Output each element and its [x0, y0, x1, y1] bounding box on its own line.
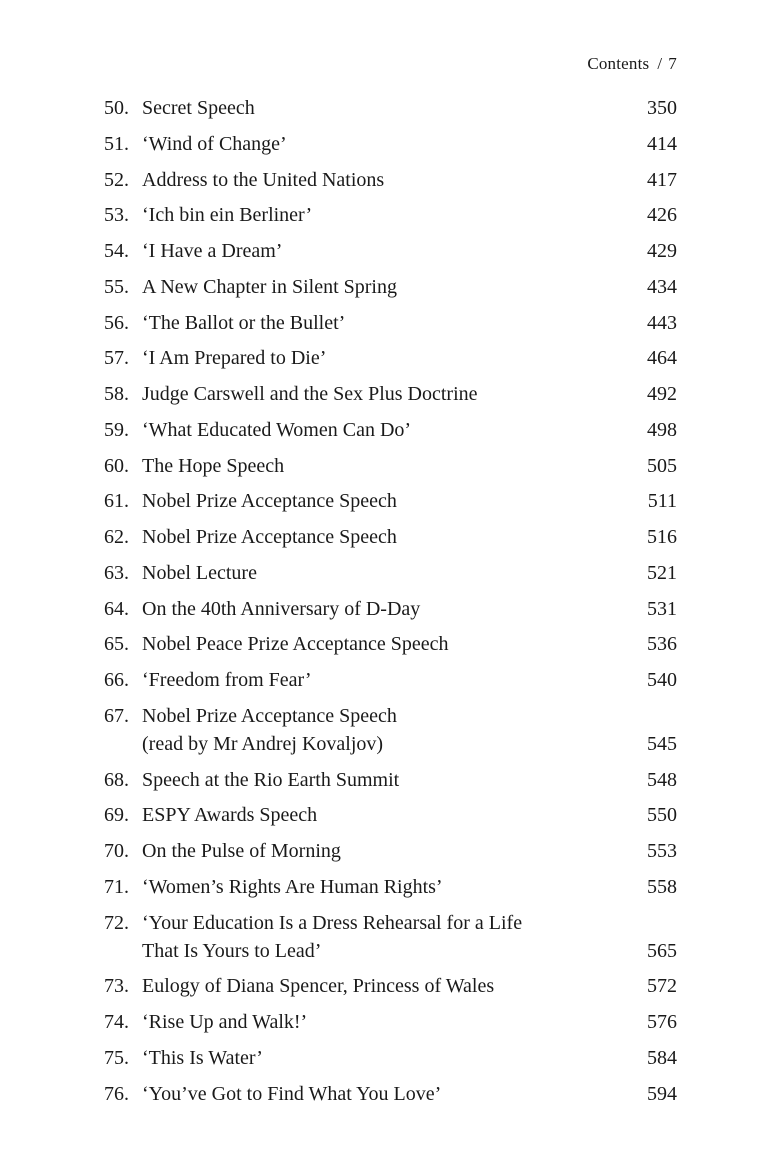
toc-entry-title	[142, 1008, 637, 1036]
toc-entry-page-number: 545	[647, 732, 677, 755]
toc-entry-number: 63.	[104, 561, 129, 584]
toc-entry-number: 56.	[104, 311, 129, 334]
toc-entry	[104, 90, 677, 126]
toc-entry	[104, 519, 677, 555]
toc-entry-title	[142, 309, 637, 337]
toc-entry-page-number: 429	[647, 240, 677, 262]
toc-entry-page-number: 584	[647, 1046, 677, 1069]
toc-entry	[104, 869, 677, 905]
toc-entry	[104, 126, 677, 162]
toc-entry	[104, 162, 677, 198]
toc-entry-title-line: A New Chapter in Silent Spring	[142, 275, 397, 298]
toc-entry-title-line: Nobel Prize Acceptance Speech	[142, 704, 397, 727]
toc-entry-title	[142, 766, 637, 794]
toc-entry-title-line: On the 40th Anniversary of D-Day	[142, 597, 421, 620]
toc-entry-title-line: ‘Rise Up and Walk!’	[142, 1011, 308, 1033]
toc-entry	[104, 1040, 677, 1076]
toc-entry-page-number: 550	[647, 804, 677, 827]
toc-entry-title-line: ‘I Am Prepared to Die’	[142, 347, 327, 370]
toc-entry-number: 57.	[104, 347, 129, 370]
toc-entry-number: 75.	[104, 1046, 129, 1069]
toc-entry-title	[142, 1080, 637, 1108]
toc-entry-page-number: 521	[647, 561, 677, 584]
toc-entry-title	[142, 595, 637, 623]
toc-entry-title	[142, 452, 637, 480]
toc-entry	[104, 376, 677, 412]
toc-entry-title-line: Speech at the Rio Earth Summit	[142, 768, 400, 791]
toc-entry-title	[142, 166, 637, 194]
toc-entry-title-line: On the Pulse of Morning	[142, 840, 341, 862]
toc-entry-number: 65.	[104, 633, 129, 656]
toc-entry-number: 70.	[104, 840, 129, 862]
toc-entry-title-line: (read by Mr Andrej Kovaljov)	[142, 732, 384, 755]
toc-entry-number: 68.	[104, 768, 129, 791]
toc-entry-page-number: 417	[647, 168, 677, 191]
toc-entry-title	[142, 523, 637, 551]
toc-entry-page-number: 553	[647, 840, 677, 862]
toc-entry	[104, 905, 677, 969]
toc-entry-number: 71.	[104, 875, 129, 898]
toc-entry-number: 50.	[104, 97, 129, 119]
toc-entry-number: 61.	[104, 490, 129, 513]
toc-entry-title	[142, 487, 637, 515]
toc-entry-number: 62.	[104, 526, 129, 548]
toc-entry	[104, 626, 677, 662]
toc-entry-title	[142, 837, 637, 865]
toc-entry-number: 74.	[104, 1011, 129, 1033]
toc-entry	[104, 448, 677, 484]
toc-entry-number: 67.	[104, 704, 129, 727]
toc-entry-page-number: 536	[647, 633, 677, 656]
toc-entry-page-number: 511	[647, 490, 677, 513]
table-of-contents	[104, 90, 677, 1111]
toc-entry-number: 58.	[104, 383, 129, 405]
running-head-separator: /	[657, 54, 663, 73]
toc-entry-title-line: Address to the United Nations	[142, 168, 385, 191]
toc-entry-page-number: 350	[647, 97, 677, 119]
toc-entry	[104, 483, 677, 519]
toc-entry-page-number: 558	[647, 875, 677, 898]
toc-entry	[104, 412, 677, 448]
toc-entry-title-line: Nobel Prize Acceptance Speech	[142, 526, 397, 548]
toc-entry-title	[142, 630, 637, 658]
toc-entry-number: 55.	[104, 275, 129, 298]
toc-entry-page-number: 572	[647, 975, 677, 998]
toc-entry-page-number: 414	[647, 132, 677, 155]
toc-entry-title-line: That Is Yours to Lead’	[142, 939, 322, 962]
toc-entry-number: 73.	[104, 975, 129, 998]
toc-entry-number: 66.	[104, 669, 129, 691]
toc-entry-number: 76.	[104, 1082, 129, 1105]
toc-entry-title	[142, 972, 637, 1000]
toc-entry-title	[142, 201, 637, 229]
toc-entry-title	[142, 873, 637, 901]
running-head-section: Contents	[587, 54, 650, 73]
toc-entry-title-line: Secret Speech	[142, 97, 255, 119]
toc-entry	[104, 968, 677, 1004]
toc-entry-page-number: 594	[647, 1082, 677, 1105]
toc-entry-page-number: 464	[647, 347, 677, 370]
toc-entry	[104, 797, 677, 833]
toc-entry	[104, 269, 677, 305]
toc-entry-title-line: ESPY Awards Speech	[142, 804, 318, 827]
toc-entry	[104, 555, 677, 591]
toc-entry-title	[142, 130, 637, 158]
toc-entry-title-line: Nobel Peace Prize Acceptance Speech	[142, 633, 449, 656]
toc-entry-title	[142, 380, 637, 408]
toc-entry-page-number: 434	[647, 275, 677, 298]
toc-entry-title-line: ‘Your Education Is a Dress Rehearsal for a Life	[142, 911, 523, 934]
toc-entry-title-line: ‘The Ballot or the Bullet’	[142, 311, 346, 334]
toc-entry-title-line: ‘Women’s Rights Are Human Rights’	[142, 875, 443, 898]
toc-entry	[104, 1004, 677, 1040]
toc-entry-page-number: 498	[647, 418, 677, 441]
toc-entry-number: 54.	[104, 240, 129, 262]
toc-entry-title-line: Nobel Prize Acceptance Speech	[142, 490, 397, 513]
toc-entry-title	[142, 559, 637, 587]
toc-entry-page-number: 443	[647, 311, 677, 334]
toc-entry	[104, 698, 677, 762]
toc-entry-title-line: ‘Freedom from Fear’	[142, 669, 312, 691]
toc-entry-title	[142, 1044, 637, 1072]
toc-entry-title	[142, 237, 637, 265]
toc-entry	[104, 591, 677, 627]
running-head	[587, 54, 677, 74]
toc-entry-page-number: 531	[647, 597, 677, 620]
toc-entry-title-line: ‘What Educated Women Can Do’	[142, 418, 412, 441]
toc-entry-title-line: ‘Wind of Change’	[142, 132, 287, 155]
toc-entry-page-number: 492	[647, 383, 677, 405]
running-head-page-number: 7	[668, 54, 677, 73]
toc-entry-number: 60.	[104, 454, 129, 477]
toc-entry-title	[142, 344, 637, 372]
toc-entry-number: 59.	[104, 418, 129, 441]
toc-entry-number: 64.	[104, 597, 129, 620]
toc-entry-title-line: ‘I Have a Dream’	[142, 240, 283, 262]
toc-entry-title	[142, 416, 637, 444]
toc-entry	[104, 305, 677, 341]
toc-entry-title	[142, 666, 637, 694]
toc-entry	[104, 340, 677, 376]
toc-entry	[104, 662, 677, 698]
toc-entry	[104, 833, 677, 869]
toc-entry-number: 52.	[104, 168, 129, 191]
toc-entry-number: 69.	[104, 804, 129, 827]
toc-entry	[104, 762, 677, 798]
toc-entry-page-number: 548	[647, 768, 677, 791]
toc-entry-title	[142, 702, 637, 758]
toc-entry-page-number: 576	[647, 1011, 677, 1033]
toc-entry-page-number: 516	[647, 526, 677, 548]
toc-entry-page-number: 565	[647, 939, 677, 962]
toc-entry-title-line: Eulogy of Diana Spencer, Princess of Wales	[142, 975, 495, 998]
toc-entry-title-line: The Hope Speech	[142, 454, 285, 477]
toc-entry-page-number: 540	[647, 669, 677, 691]
toc-entry-number: 53.	[104, 204, 129, 227]
toc-entry-title-line: Nobel Lecture	[142, 561, 257, 584]
toc-entry-number: 51.	[104, 132, 129, 155]
toc-entry-title-line: ‘You’ve Got to Find What You Love’	[142, 1082, 442, 1105]
toc-entry-title	[142, 909, 637, 965]
toc-entry-title-line: ‘This Is Water’	[142, 1046, 263, 1069]
toc-entry-number: 72.	[104, 911, 129, 934]
toc-entry-title-line: Judge Carswell and the Sex Plus Doctrine	[142, 383, 478, 405]
toc-entry-title	[142, 273, 637, 301]
toc-entry-page-number: 426	[647, 204, 677, 227]
toc-entry-title-line: ‘Ich bin ein Berliner’	[142, 204, 313, 227]
toc-entry	[104, 197, 677, 233]
toc-entry-title	[142, 801, 637, 829]
toc-entry	[104, 233, 677, 269]
toc-entry	[104, 1076, 677, 1112]
toc-entry-page-number: 505	[647, 454, 677, 477]
toc-entry-title	[142, 94, 637, 122]
